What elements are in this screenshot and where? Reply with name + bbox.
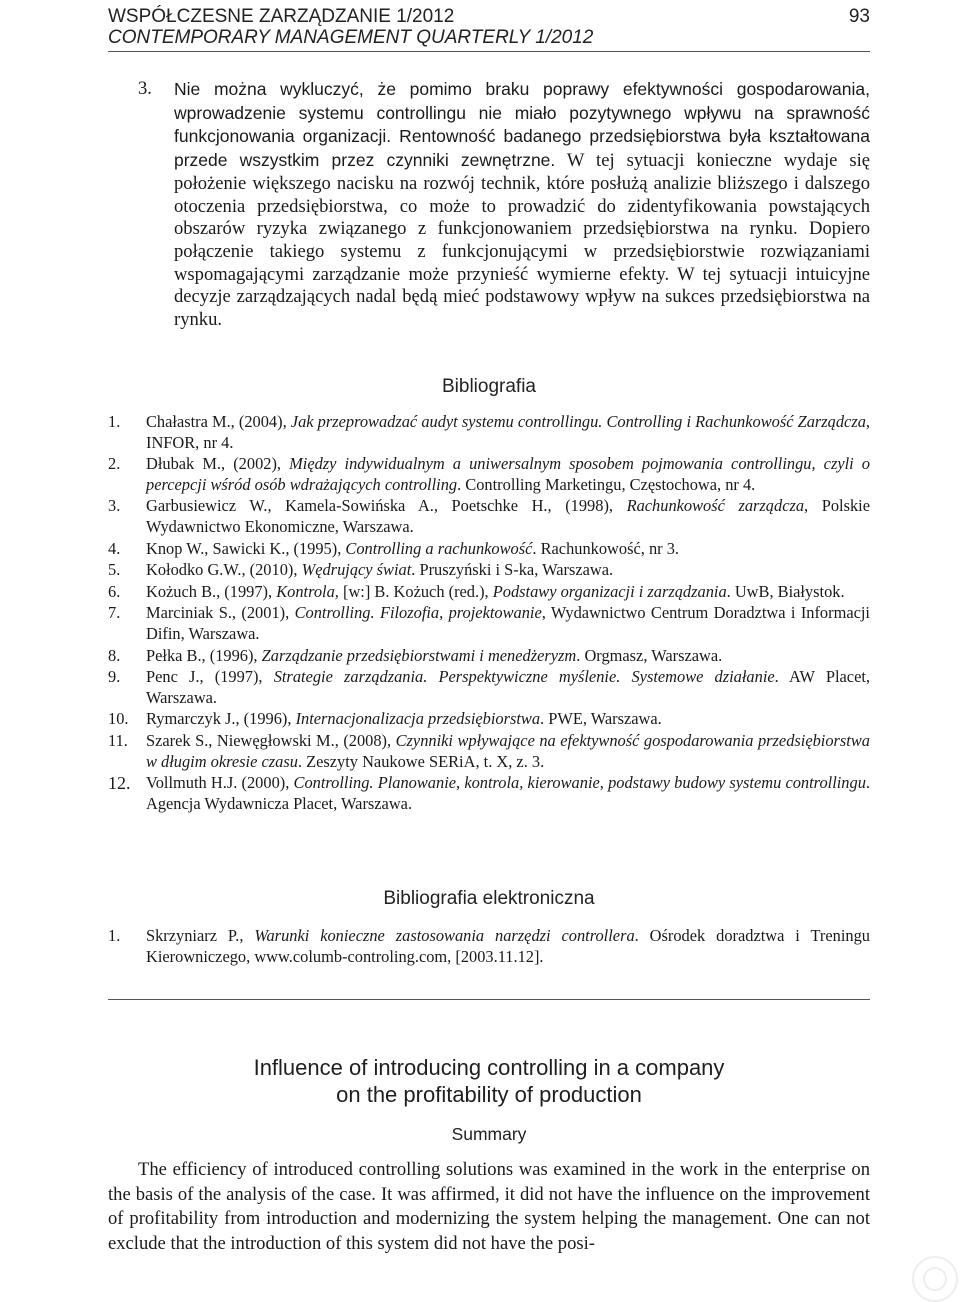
bib-item-authors: Kożuch B., (1997), [146,581,277,601]
bib-item-publisher: . Controlling Marketingu, Częstochowa, nr 4. [457,474,756,494]
bib-item [108,603,870,644]
bib-item-publisher: , INFOR, nr 4. [146,412,870,452]
summary-heading: Summary [451,1124,527,1144]
bib-item-title: Kontrola, [276,581,339,601]
journal-title-en: CONTEMPORARY MANAGEMENT QUARTERLY 1/2012 [108,27,594,48]
bib-item-publisher: . Orgmasz, Warszawa. [576,645,723,665]
journal-title-pl: WSPÓŁCZESNE ZARZĄDZANIE 1/2012 [108,6,455,27]
bib-item-title: Jak przeprowadzać audyt systemu controllingu. Controlling i Rachunkowość Zarządcza [290,412,866,431]
point-text-part1: Nie można wykluczyć, że pomimo braku poprawy efektywności gospodarowania, wprowadzenie systemu controllingu nie miało pozytywnego wpływu na sprawność funkcjonowania organizacji. Rentowność badanego przedsiębiorstwa była kształtowana przede wszystkim przez czynniki zewnętrzne. [174,79,870,171]
e-bib-item [108,926,870,967]
conclusion-point-3 [108,78,870,332]
bib-item-title: Rachunkowość zarządcza [626,496,805,516]
bib-item [108,496,870,537]
bib-item-book-title: Podstawy organizacji i zarządzania [492,581,727,601]
bib-item-publisher: , Wydawnictwo Centrum Doradztwa i Informacji Difin, Warszawa. [146,603,870,643]
bib-item-number: 3. [108,496,121,516]
bib-item-number: 9. [108,667,121,687]
bib-item-title: Strategie zarządzania. Perspektywiczne myślenie. Systemowe działanie [273,667,775,687]
bib-item [108,667,870,708]
bib-item-authors: Dłubak M., (2002), [146,454,290,474]
bibliography-list [108,412,870,815]
point-text-part2: W tej sytuacji konieczne wydaje się położenie większego nacisku na rozwój technik, które posłużą analizie bliższego i dalszego otoczenia przedsiębiorstwa, co może to prowadzić do zidentyfikowania powstających obszarów ryzyka związanego z funkcjonowaniem przedsiębiorstwa na rynku. Dopiero połączenie takiego systemu z funkcjonującymi w przedsiębiorstwie rozwiązaniami wspomagającymi zarządzanie może przynieść wymierne efekty. W tej sytuacji intuicyjne decyzje zarządzających nadal będą mieć podstawowy wpływ na sukces przedsiębiorstwa na rynku. [174,150,870,331]
header-rule [108,51,870,52]
bib-item [108,773,870,814]
page-number: 93 [848,6,870,27]
bib-item-title: Między indywidualnym a uniwersalnym sposobem pojmowania controllingu, czyli o percepcji wśród osób wdrażających controlling [146,454,870,494]
bib-item-number: 12. [108,773,131,794]
bib-item-publisher: . Pruszyński i S-ka, Warszawa. [411,560,614,580]
english-title-line1: Influence of introducing controlling in a company [253,1055,725,1080]
e-bib-item-number: 1. [108,926,121,945]
bib-item-number: 11. [108,730,128,750]
bib-item-publisher: . AW Placet, Warszawa. [146,667,870,707]
bib-item-title: Controlling a rachunkowość [345,538,533,558]
bib-item [108,560,870,581]
bib-item-publisher: . PWE, Warszawa. [540,709,662,729]
e-bib-item-title: Warunki konieczne zastosowania narzędzi controllera [254,926,635,945]
bibliography-title: Bibliografia [442,376,536,397]
english-title-line2: on the profitability of production [336,1082,642,1107]
bib-item-number: 4. [108,538,121,558]
point-number: 3. [138,78,152,99]
e-bibliography-title: Bibliografia elektroniczna [383,888,595,909]
bib-item-authors: Kołodko G.W., (2010), [146,560,302,580]
bib-item [108,454,870,495]
bib-item [108,412,870,453]
bib-item-title: Czynniki wpływające na efektywność gospodarowania przedsiębiorstwa w długim okresie czasu [146,730,870,771]
bib-item [108,646,870,667]
point-text [174,78,870,332]
summary-text: The efficiency of introduced controlling solutions was examined in the work in the enterprise on the basis of the analysis of the case. It was affirmed, it did not have the influence on the improvement of profitability from introduction and modernizing the system helping the management. One can not exclude that the introduction of this system did not have the posi- [108,1159,870,1254]
watermark-seal-icon [912,1256,958,1302]
english-title [108,1054,870,1108]
bib-item-authors: Chałastra M., (2004), [146,412,291,431]
bib-item [108,731,870,772]
bib-item-title: Internacjonalizacja przedsiębiorstwa [295,709,541,729]
e-bibliography-list [108,926,870,968]
bib-item-number: 6. [108,581,121,601]
running-header [108,6,870,48]
bib-item-title: Zarządzanie przedsiębiorstwami i menedżeryzm [261,645,577,665]
bib-item-editor: [w:] B. Kożuch (red.), [338,581,493,601]
bib-item-title: Controlling. Planowanie, kontrola, kierowanie, podstawy budowy systemu controllingu [293,773,866,793]
bib-item-number: 5. [108,560,121,580]
bib-item-number: 8. [108,645,121,665]
bib-item-publisher: . Rachunkowość, nr 3. [532,538,679,558]
bib-item [108,582,870,603]
bib-item-title: Controlling. Filozofia, projektowanie [294,603,542,623]
bib-item-publisher: . Zeszyty Naukowe SERiA, t. X, z. 3. [297,751,545,771]
bib-item [108,709,870,730]
bib-item-authors: Garbusiewicz W., Kamela-Sowińska A., Poetschke H., (1998), [146,496,627,516]
bib-item [108,539,870,560]
bib-item-authors: Knop W., Sawicki K., (1995), [146,538,346,558]
bib-item-publisher: . Agencja Wydawnicza Placet, Warszawa. [146,773,871,813]
bib-item-title: Wędrujący świat [301,560,412,580]
bib-item-number: 2. [108,454,121,474]
e-bib-item-source: . Ośrodek doradztwa i Treningu Kierowniczego, www.columb-controling.com, [2003.11.12]. [146,926,870,966]
bib-item-publisher: . UwB, Białystok. [726,581,845,601]
bib-item-authors: Penc J., (1997), [146,667,274,687]
bib-item-number: 1. [108,412,121,431]
bib-item-number: 7. [108,603,121,623]
section-divider [108,999,870,1000]
bib-item-authors: Vollmuth H.J. (2000), [146,773,294,793]
bib-item-number: 10. [108,709,129,729]
bib-item-authors: Rymarczyk J., (1996), [146,709,296,729]
bib-item-publisher: , Polskie Wydawnictwo Ekonomiczne, Warszawa. [146,496,870,536]
bib-item-authors: Szarek S., Niewęgłowski M., (2008), [146,730,396,750]
bib-item-authors: Marciniak S., (2001), [146,603,295,623]
bib-item-authors: Pełka B., (1996), [146,645,262,665]
e-bib-item-author: Skrzyniarz P., [146,926,255,945]
